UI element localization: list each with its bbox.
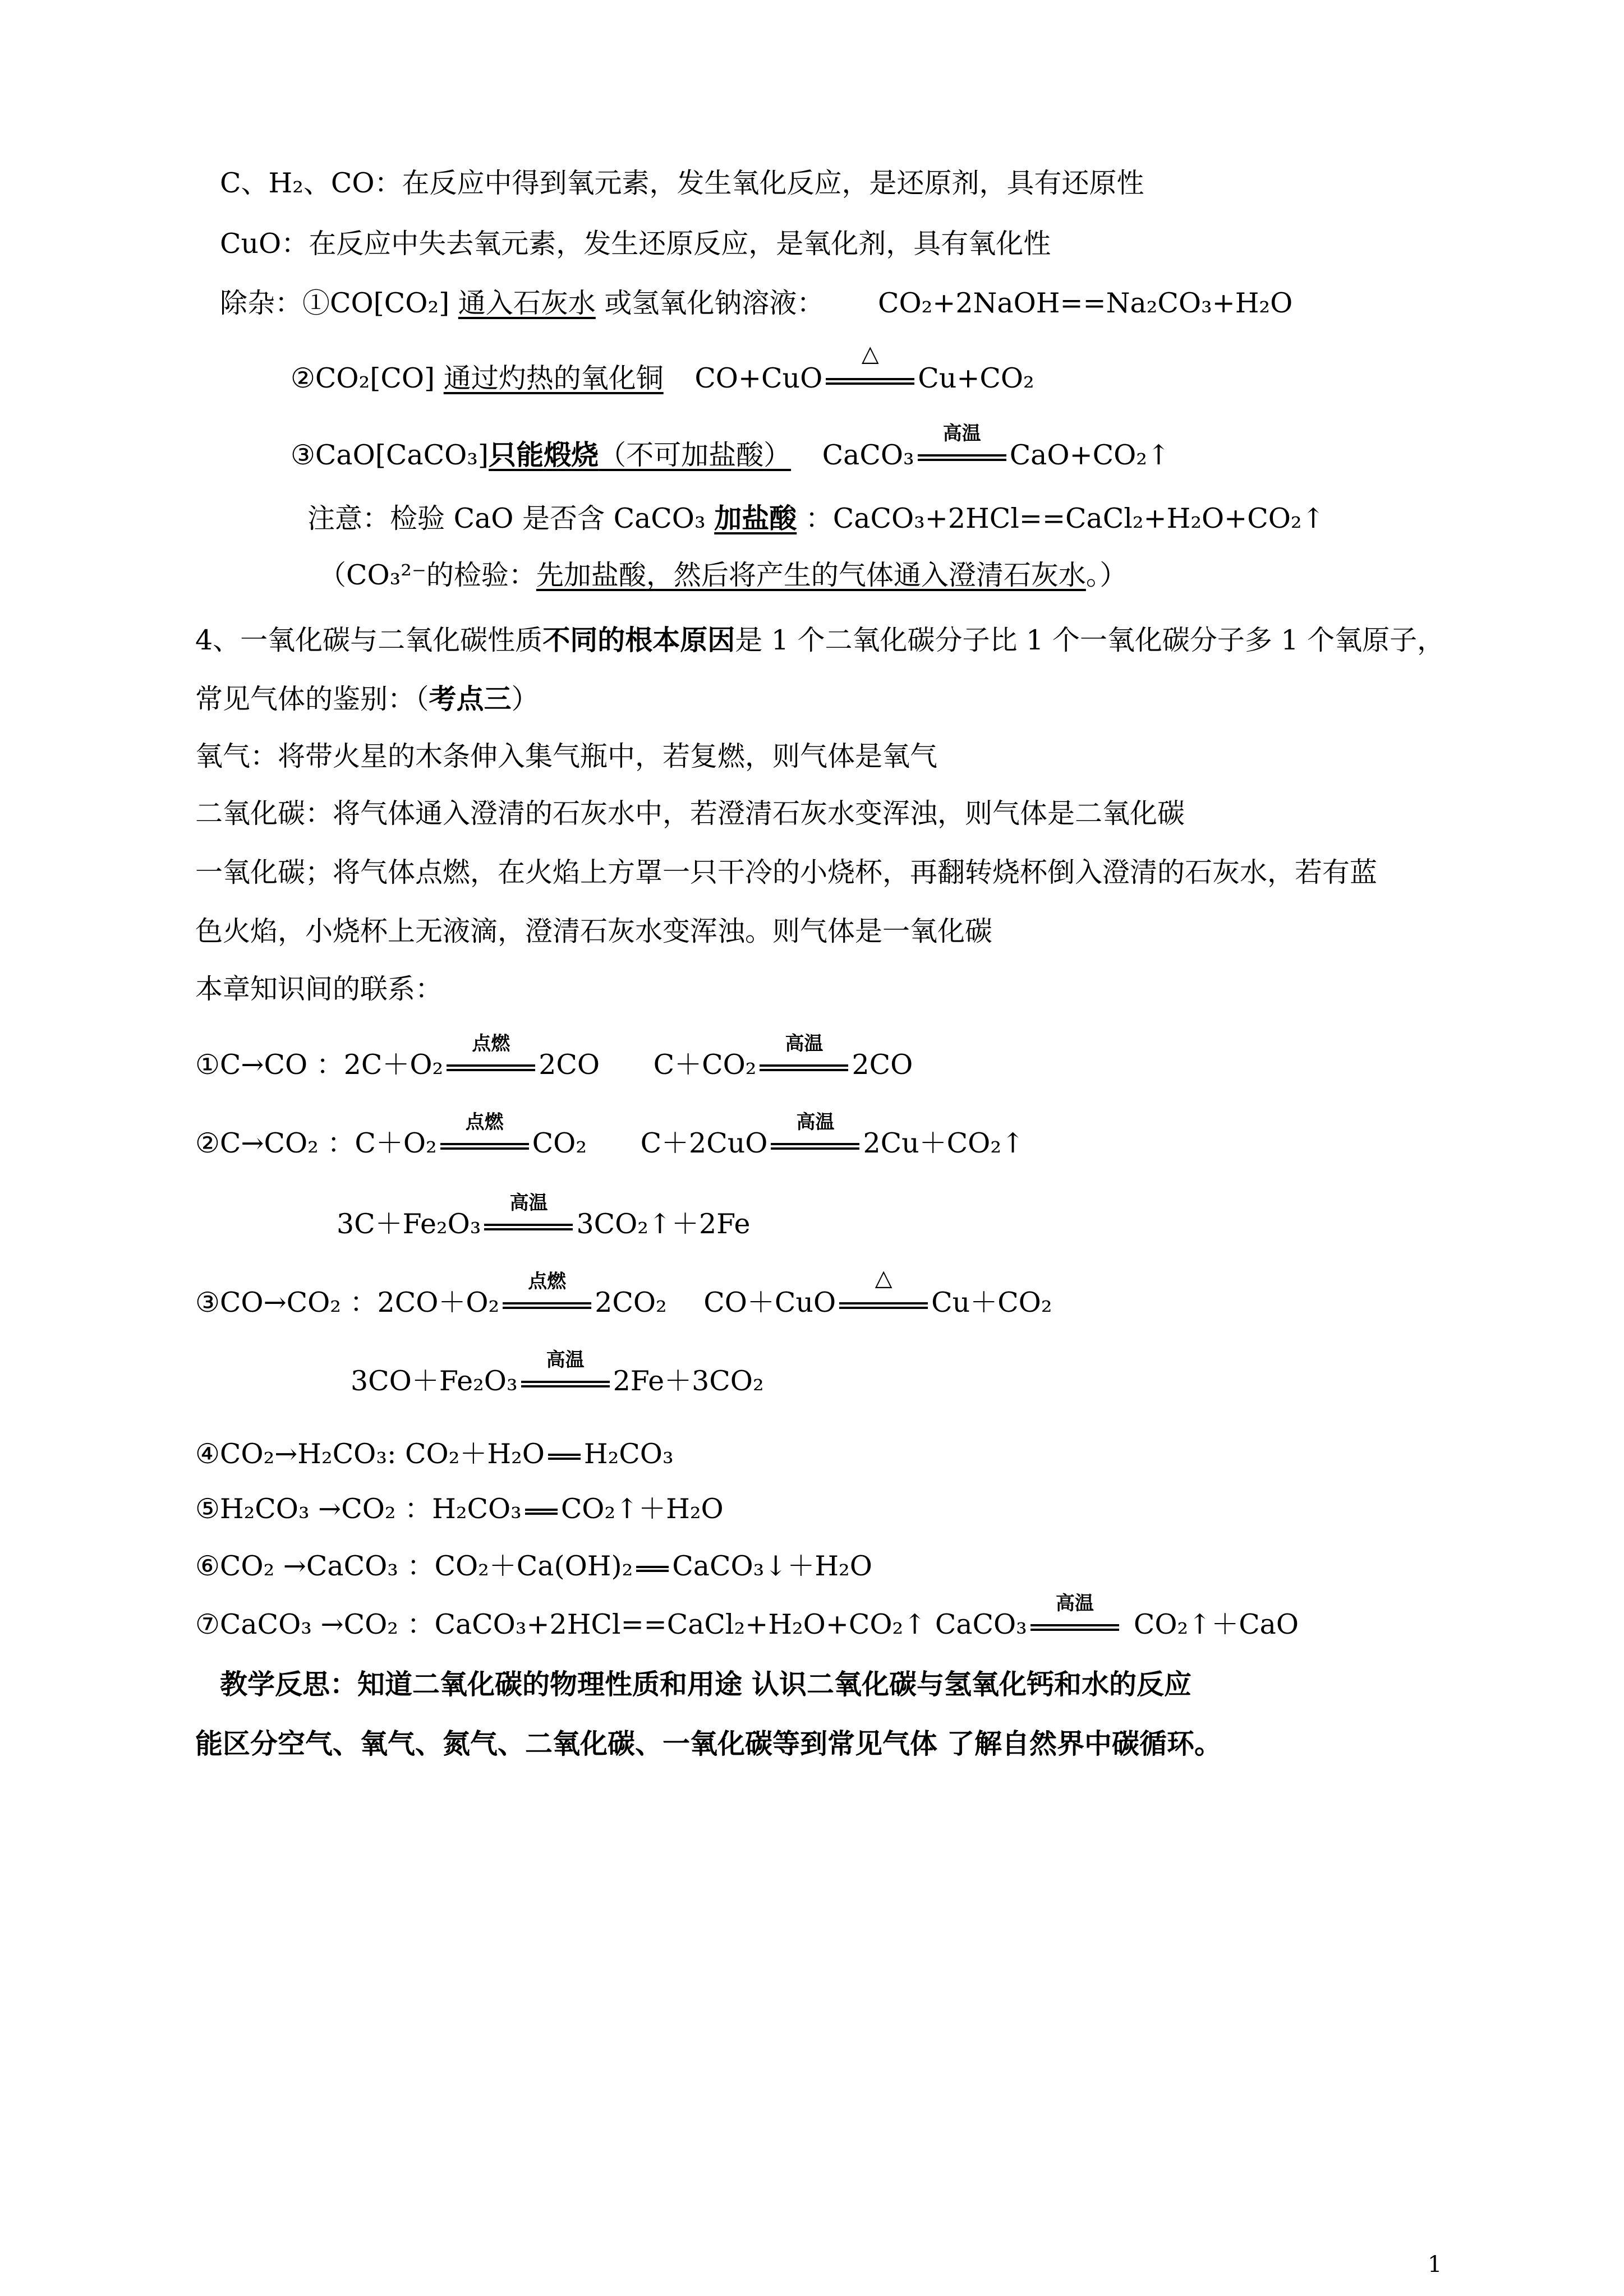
line-text: 注意：检验 CaO 是否含 CaCO₃ (307, 502, 706, 534)
equation-text: 2CO (539, 1049, 600, 1081)
reaction-line (351, 1349, 764, 1399)
equation-text: CO₂↑＋CaO (1133, 1608, 1299, 1640)
reaction-line (195, 1492, 724, 1527)
line-text: 除杂：①CO[CO₂] (220, 287, 450, 319)
high-temp-condition: 高温 (546, 1349, 585, 1371)
text-line (195, 855, 1377, 890)
reaction-equals (545, 1437, 584, 1472)
reflection-line (195, 1726, 1222, 1761)
line-text: 二氧化碳：将气体通入澄清的石灰水中，若澄清石灰水变浑浊，则气体是二氧化碳 (195, 797, 1185, 829)
reaction-line (195, 1549, 872, 1584)
equation-text: CaCO₃ (822, 439, 914, 471)
underlined-bold-text: 只能煅烧 (489, 439, 599, 471)
equation-text: C＋2CuO (640, 1127, 768, 1159)
equation-text: 3C＋Fe₂O₃ (337, 1208, 481, 1240)
reaction-arrow (518, 1349, 613, 1399)
equation-text: 3CO₂↑＋2Fe (576, 1208, 751, 1240)
reflection-text: 能区分空气、氧气、氮气、二氧化碳、一氧化碳等到常见气体 了解自然界中碳循环。 (195, 1727, 1222, 1760)
reflection-line (220, 1667, 1191, 1702)
high-temp-condition: 高温 (1055, 1592, 1094, 1615)
heat-condition: △ (875, 1265, 892, 1291)
high-temp-condition: 高温 (785, 1032, 823, 1055)
equation-text: CO₂ (532, 1127, 587, 1159)
high-temp-condition: 高温 (796, 1111, 835, 1133)
reaction-arrow (481, 1192, 576, 1242)
ignite-condition: 点燃 (472, 1032, 510, 1055)
reaction-arrow (767, 1111, 863, 1161)
line-text: ③CaO[CaCO₃] (291, 439, 489, 471)
text-line (291, 341, 1034, 396)
underlined-text: 通入石灰水 (458, 287, 596, 319)
line-text: 或氢氧化钠溶液： (604, 287, 825, 319)
equation-text: 2Cu＋CO₂↑ (863, 1127, 1025, 1159)
line-text: 是 1 个二氧化碳分子比 1 个一氧化碳分子多 1 个氧原子， (735, 624, 1445, 656)
reaction-line (195, 1437, 674, 1472)
underlined-text: （不可加盐酸） (599, 439, 792, 471)
equation-text: Cu＋CO₂ (931, 1287, 1052, 1318)
underlined-bold-text: 加盐酸 (714, 502, 797, 534)
text-line (220, 286, 1292, 321)
text-line (220, 227, 1051, 261)
line-text: 本章知识间的联系： (195, 973, 443, 1005)
reflection-text: 教学反思：知道二氧化碳的物理性质和用途 认识二氧化碳与氢氧化钙和水的反应 (220, 1668, 1192, 1700)
ignite-condition: 点燃 (528, 1270, 567, 1293)
text-line (195, 972, 443, 1007)
reaction-line (195, 1265, 1052, 1320)
reaction-line (337, 1192, 751, 1242)
reaction-line (195, 1111, 1025, 1161)
equation-text: 2CO₂ (595, 1287, 667, 1318)
text-line (319, 558, 1127, 593)
reaction-equals (522, 1492, 561, 1527)
reaction-equals (633, 1549, 672, 1584)
line-text: CuO：在反应中失去氧元素，发生还原反应，是氧化剂，具有氧化性 (220, 228, 1051, 260)
equation-text: H₂CO₃ (583, 1438, 674, 1470)
equation-text: CO＋CuO (703, 1287, 836, 1318)
ignite-condition: 点燃 (465, 1111, 504, 1133)
equation-text: CO₂+2NaOH==Na₂CO₃+H₂O (877, 287, 1293, 319)
reaction-arrow (1027, 1592, 1122, 1642)
equation-text: ⑤H₂CO₃ →CO₂ ：H₂CO₃ (195, 1493, 522, 1525)
equation-text: ⑥CO₂ →CaCO₃ ：CO₂＋Ca(OH)₂ (195, 1550, 633, 1582)
reaction-arrow (836, 1265, 931, 1320)
text-line (220, 166, 1144, 201)
equation-text: 2Fe＋3CO₂ (613, 1365, 764, 1397)
reaction-arrow (437, 1111, 532, 1161)
line-text: ） (511, 683, 539, 715)
line-text: 常见气体的鉴别：（ (195, 683, 429, 715)
equation-text: 3CO＋Fe₂O₃ (351, 1365, 518, 1397)
underlined-text: 通过灼热的氧化铜 (443, 362, 664, 394)
reaction-arrow (756, 1032, 852, 1082)
bold-text: 考点三 (429, 683, 512, 715)
text-line (195, 739, 937, 774)
page-number: 1 (1428, 2252, 1442, 2277)
line-text: 氧气：将带火星的木条伸入集气瓶中，若复燃，则气体是氧气 (195, 740, 938, 772)
equation-text: ①C→CO ：2C＋O₂ (195, 1049, 444, 1081)
equation-text: ⑦CaCO₃ →CO₂ ：CaCO₃+2HCl==CaCl₂+H₂O+CO₂↑ CaCO₃ (195, 1608, 1027, 1640)
text-line (195, 914, 992, 949)
equation-text: ③CO→CO₂ ：2CO＋O₂ (195, 1287, 500, 1318)
reaction-arrow (822, 341, 918, 396)
equation-text: CaO+CO₂↑ (1009, 439, 1170, 471)
equation-text: ：CaCO₃+2HCl==CaCl₂+H₂O+CO₂↑ (805, 502, 1325, 534)
line-text: C、H₂、CO：在反应中得到氧元素，发生氧化反应，是还原剂，具有还原性 (220, 167, 1144, 199)
heat-condition: △ (861, 341, 879, 367)
reaction-line (195, 1032, 913, 1082)
reaction-arrow (914, 422, 1010, 472)
line-text: ②CO₂[CO] (291, 362, 435, 394)
equation-text: ②C→CO₂ ：C＋O₂ (195, 1127, 437, 1159)
line-text: 色火焰，小烧杯上无液滴，澄清石灰水变浑浊。则气体是一氧化碳 (195, 915, 993, 947)
text-line (307, 501, 1325, 536)
line-text: 4、一氧化碳与二氧化碳性质 (195, 624, 543, 656)
equation-text: Cu+CO₂ (918, 362, 1034, 394)
line-text: 。） (1085, 559, 1128, 591)
equation-text: CO+CuO (694, 362, 823, 394)
bold-text: 不同的根本原因 (542, 624, 735, 656)
equation-text: 2CO (852, 1049, 913, 1081)
equation-text: ④CO₂→H₂CO₃: CO₂＋H₂O (195, 1438, 545, 1470)
reaction-arrow (499, 1270, 595, 1320)
line-text: （CO₃²⁻的检验： (319, 559, 536, 591)
text-line (195, 796, 1185, 831)
underlined-text: 先加盐酸，然后将产生的气体通入澄清石灰水 (536, 559, 1086, 591)
line-text: 一氧化碳；将气体点燃，在火焰上方罩一只干冷的小烧杯，再翻转烧杯倒入澄清的石灰水，若有蓝 (195, 856, 1378, 888)
high-temp-condition: 高温 (509, 1192, 548, 1214)
equation-text: CaCO₃↓＋H₂O (672, 1550, 872, 1582)
text-line (195, 681, 539, 717)
reaction-arrow (443, 1032, 539, 1082)
equation-text: C＋CO₂ (653, 1049, 757, 1081)
equation-text: CO₂↑＋H₂O (560, 1493, 724, 1525)
text-line (195, 623, 1444, 658)
reaction-line (195, 1592, 1299, 1642)
high-temp-condition: 高温 (942, 422, 981, 445)
text-line (291, 422, 1170, 473)
